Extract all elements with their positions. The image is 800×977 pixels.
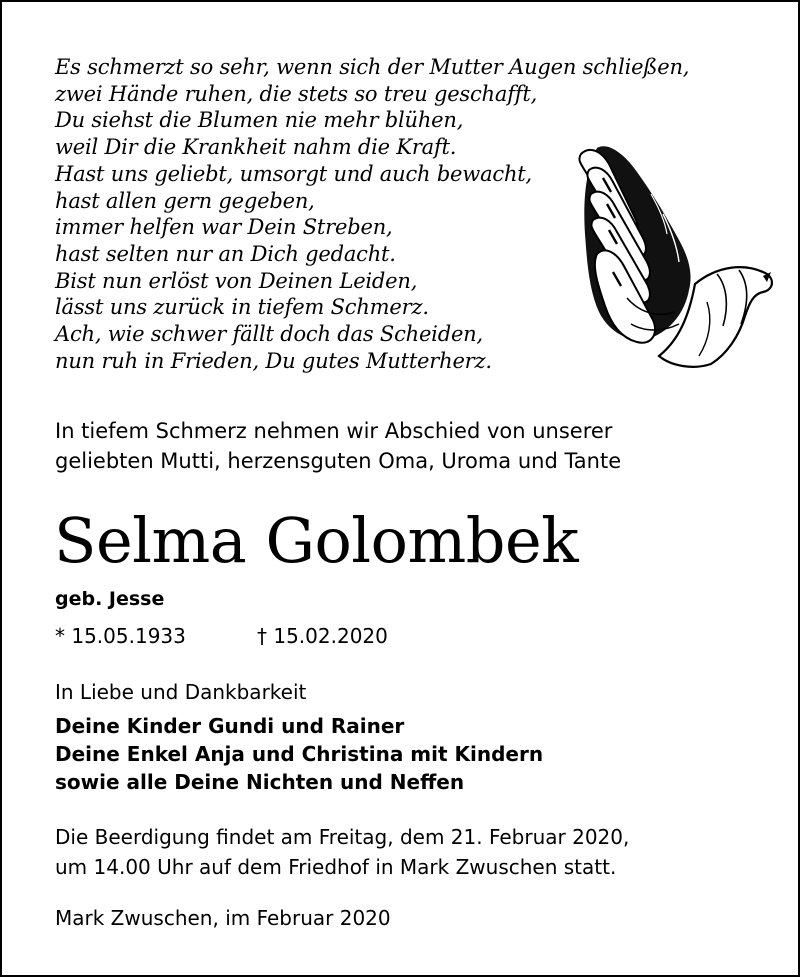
poem-line: hast selten nur an Dich gedacht. — [55, 241, 396, 266]
poem-line: hast allen gern gegeben, — [55, 188, 315, 213]
poem-line: lässt uns zurück in tiefem Schmerz. — [55, 295, 429, 320]
mourner-line: Deine Enkel Anja und Christina mit Kindern — [55, 742, 544, 766]
birth-date: * 15.05.1933 — [55, 624, 186, 648]
poem-line: nun ruh in Frieden, Du gutes Mutterherz. — [55, 348, 492, 373]
poem-line: Ach, wie schwer fällt doch das Scheiden, — [55, 322, 483, 347]
mourners-list — [55, 712, 543, 796]
funeral-info — [55, 822, 629, 882]
place-and-date: Mark Zwuschen, im Februar 2020 — [55, 906, 391, 930]
closing-greeting: In Liebe und Dankbarkeit — [55, 680, 307, 704]
praying-hands-icon — [567, 134, 777, 369]
deceased-name: Selma Golombek — [54, 504, 579, 577]
poem-line: Du siehst die Blumen nie mehr blühen, — [55, 108, 464, 133]
poem-line: immer helfen war Dein Streben, — [55, 215, 393, 240]
intro-line: geliebten Mutti, herzensguten Oma, Uroma und Tante — [55, 449, 622, 473]
intro-line: In tiefem Schmerz nehmen wir Abschied von unserer — [55, 419, 613, 443]
birth-name: geb. Jesse — [55, 588, 165, 610]
poem-line: zwei Hände ruhen, die stets so treu geschafft, — [55, 81, 538, 106]
death-date: † 15.02.2020 — [257, 624, 388, 648]
funeral-line: um 14.00 Uhr auf dem Friedhof in Mark Zwuschen statt. — [55, 855, 617, 879]
mourner-line: Deine Kinder Gundi und Rainer — [55, 714, 405, 738]
mourner-line: sowie alle Deine Nichten und Neffen — [55, 770, 465, 794]
intro-text — [55, 416, 621, 476]
funeral-line: Die Beerdigung findet am Freitag, dem 21. Februar 2020, — [55, 825, 630, 849]
poem-line: Es schmerzt so sehr, wenn sich der Mutter Augen schließen, — [55, 55, 690, 79]
poem-line: Bist nun erlöst von Deinen Leiden, — [55, 268, 418, 293]
poem-line: Hast uns geliebt, umsorgt und auch bewacht, — [55, 161, 532, 186]
poem-line: weil Dir die Krankheit nahm die Kraft. — [55, 135, 457, 160]
